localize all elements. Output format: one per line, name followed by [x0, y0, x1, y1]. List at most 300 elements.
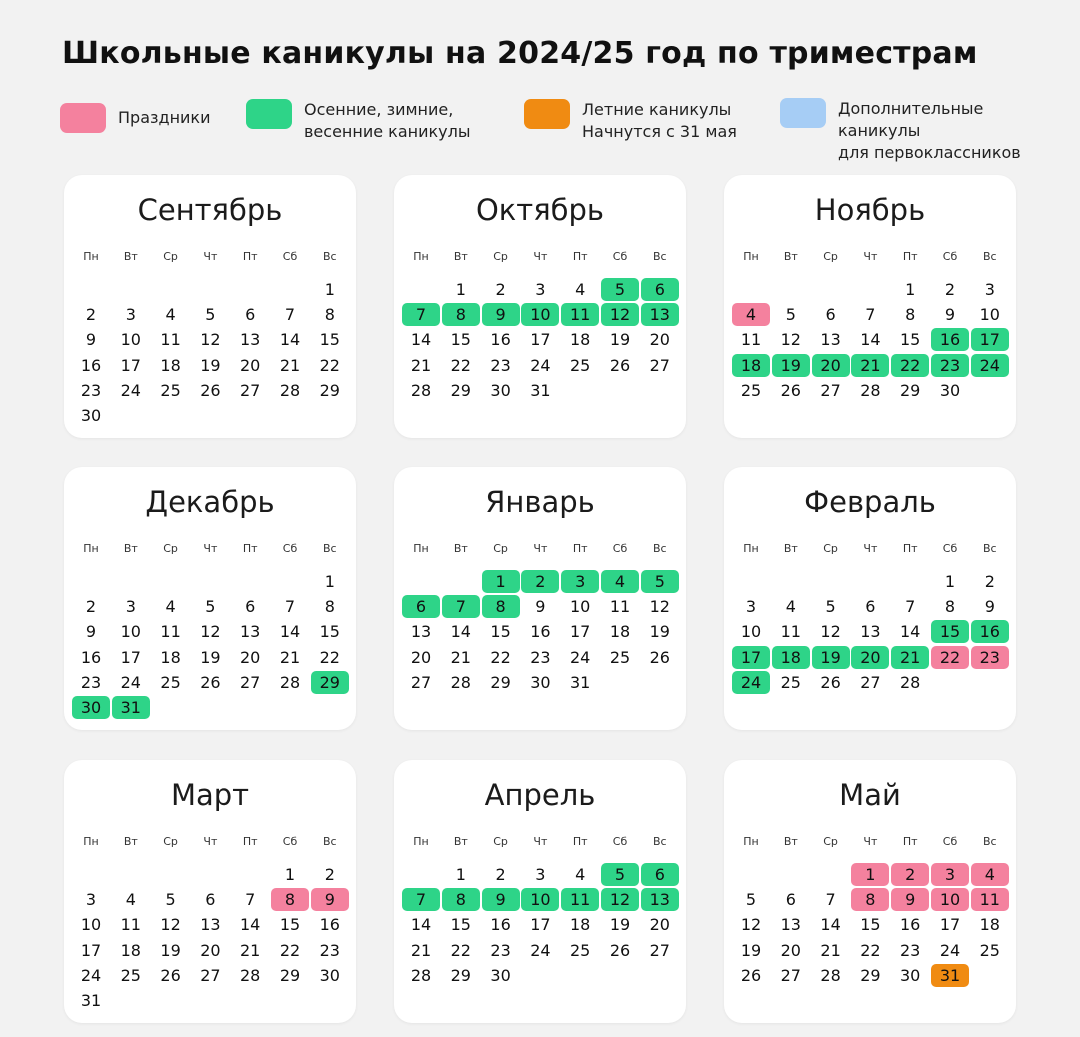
calendar-day: 12: [649, 597, 670, 617]
calendar-day: 2: [495, 865, 506, 884]
weekday-label: Пн: [83, 542, 99, 555]
calendar-day: 2: [521, 570, 559, 593]
calendar-day: 8: [482, 595, 520, 618]
calendar-day: 14: [279, 330, 301, 350]
calendar-day: 26: [609, 355, 631, 375]
calendar-day: 19: [200, 647, 221, 667]
calendar-day: 17: [120, 355, 141, 375]
calendar-day: 15: [450, 330, 471, 350]
calendar-day: 24: [120, 672, 141, 692]
calendar-day: 20: [812, 354, 850, 377]
weekday-label: Сб: [612, 835, 628, 848]
month-card: [64, 175, 356, 438]
calendar-day: 10: [570, 597, 591, 617]
weekday-label: Чт: [203, 542, 218, 555]
calendar-day: 19: [609, 915, 631, 935]
calendar-day: 28: [410, 380, 432, 400]
calendar-day: 4: [165, 597, 176, 617]
month-card: [394, 175, 686, 438]
legend-label-line: для первоклассников: [838, 143, 1021, 162]
calendar-day: 6: [641, 863, 679, 886]
calendar-day: 28: [820, 965, 841, 985]
calendar-day: 1: [284, 865, 296, 884]
calendar-day: 26: [200, 380, 221, 400]
calendar-day: 16: [80, 647, 102, 667]
calendar-day: 7: [284, 597, 296, 617]
calendar-day: 25: [740, 380, 762, 400]
calendar-day: 24: [939, 940, 961, 960]
calendar-day: 20: [649, 330, 670, 350]
calendar-day: 13: [240, 330, 261, 350]
weekday-label: Ср: [163, 542, 178, 555]
calendar-day: 18: [120, 940, 141, 960]
calendar-day: 25: [160, 672, 181, 692]
calendar-day: 7: [284, 305, 296, 325]
calendar-day: 28: [900, 672, 921, 692]
calendar-day: 18: [160, 647, 181, 667]
calendar-day: 9: [984, 597, 995, 617]
weekday-label: Вс: [652, 542, 667, 555]
calendar-day: 28: [410, 965, 432, 985]
calendar-day: 21: [279, 647, 301, 667]
calendar-day: 25: [160, 380, 181, 400]
calendar-day: 26: [649, 647, 670, 667]
calendar-day: 8: [944, 597, 956, 617]
calendar-day: 18: [570, 330, 591, 350]
weekday-label: Чт: [863, 542, 878, 555]
weekday-label: Чт: [533, 250, 548, 263]
calendar-day: 5: [825, 597, 836, 617]
calendar-day: 2: [891, 863, 929, 886]
calendar-day: 5: [205, 305, 216, 325]
calendar-day: 10: [931, 888, 969, 911]
calendar-day: 6: [205, 890, 216, 910]
calendar-day: 29: [319, 380, 340, 400]
calendar-day: 14: [450, 622, 471, 642]
month-card: [724, 760, 1016, 1023]
month-card: [724, 175, 1016, 438]
calendar-day: 14: [860, 330, 881, 350]
legend-holidays: [60, 103, 210, 133]
legend-swatch: [60, 103, 106, 133]
calendar-day: 4: [575, 280, 586, 299]
calendar-day: 7: [402, 888, 440, 911]
calendar-day: 11: [740, 330, 762, 350]
weekday-label: Вс: [322, 835, 337, 848]
calendar-day: 13: [641, 888, 679, 911]
month-name: Апрель: [484, 778, 596, 812]
calendar-day: 8: [442, 888, 480, 911]
calendar-day: 16: [900, 915, 921, 935]
calendar-day: 9: [85, 330, 97, 350]
calendar-day: 15: [450, 915, 471, 935]
calendar-day: 27: [860, 672, 881, 692]
weekday-label: Вт: [783, 542, 798, 555]
calendar-day: 4: [165, 305, 176, 325]
calendar-day: 29: [450, 380, 471, 400]
weekday-label: Пт: [902, 835, 918, 848]
weekday-label: Вс: [322, 250, 337, 263]
calendar-day: 15: [319, 622, 340, 642]
calendar-day: 5: [785, 305, 796, 325]
calendar-day: 17: [939, 915, 961, 935]
calendar-day: 4: [575, 865, 586, 884]
calendar-day: 22: [319, 647, 340, 667]
calendar-day: 1: [455, 865, 466, 884]
weekday-label: Чт: [863, 250, 878, 263]
calendar-day: 9: [535, 597, 546, 617]
calendar-day: 24: [570, 647, 591, 667]
calendar-day: 29: [490, 672, 511, 692]
weekday-label: Вт: [123, 542, 138, 555]
weekday-label: Пт: [902, 250, 918, 263]
calendar-day: 16: [971, 620, 1009, 643]
calendar-day: 30: [490, 380, 511, 400]
calendar-day: 2: [495, 280, 506, 299]
calendar-day: 28: [240, 965, 261, 985]
weekday-label: Вт: [453, 250, 468, 263]
calendar-day: 26: [820, 672, 841, 692]
legend-label-line: Осенние, зимние,: [304, 100, 454, 119]
weekday-label: Пн: [743, 835, 759, 848]
calendar-day: 15: [490, 622, 511, 642]
calendar-day: 5: [745, 890, 757, 910]
calendar-day: 7: [402, 303, 440, 326]
month-name: Октябрь: [475, 193, 605, 227]
calendar-day: 21: [851, 354, 889, 377]
calendar-day: 30: [490, 965, 511, 985]
calendar-day: 20: [240, 647, 261, 667]
calendar-day: 23: [900, 940, 921, 960]
calendar-day: 22: [450, 355, 471, 375]
calendar-day: 23: [490, 940, 511, 960]
weekday-label: Вт: [453, 542, 468, 555]
calendar-day: 3: [561, 570, 599, 593]
weekday-label: Пт: [572, 250, 588, 263]
calendar-day: 27: [649, 940, 670, 960]
calendar-day: 5: [601, 863, 639, 886]
calendar-day: 30: [72, 696, 110, 719]
calendar-day: 12: [601, 303, 639, 326]
calendar-day: 31: [80, 991, 102, 1010]
calendar-day: 4: [785, 597, 796, 617]
calendar-day: 26: [609, 940, 631, 960]
weekday-label: Ср: [823, 250, 838, 263]
calendar-day: 15: [900, 330, 921, 350]
calendar-day: 25: [570, 355, 591, 375]
calendar-day: 11: [120, 915, 141, 935]
calendar-day: 10: [979, 305, 1000, 325]
calendar-day: 12: [820, 622, 841, 642]
weekday-label: Вт: [783, 835, 798, 848]
calendar-day: 26: [160, 965, 181, 985]
calendar-day: 25: [979, 940, 1000, 960]
calendar-day: 25: [780, 672, 801, 692]
weekday-label: Сб: [282, 835, 298, 848]
calendar-day: 10: [80, 915, 102, 935]
month-card: [64, 760, 356, 1023]
calendar-day: 20: [851, 646, 889, 669]
weekday-label: Ср: [493, 835, 508, 848]
calendar-day: 10: [740, 622, 762, 642]
calendar-day: 9: [944, 305, 956, 325]
legend-label: [118, 107, 210, 129]
month-name: Май: [839, 778, 901, 812]
calendar-day: 4: [601, 570, 639, 593]
calendar-day: 20: [240, 355, 261, 375]
calendar-day: 24: [530, 355, 551, 375]
calendar-day: 15: [860, 915, 881, 935]
weekday-label: Чт: [863, 835, 878, 848]
calendar-day: 12: [780, 330, 801, 350]
weekday-label: Чт: [203, 250, 218, 263]
calendar-day: 11: [160, 330, 181, 350]
calendar-day: 30: [319, 965, 340, 985]
calendar-day: 27: [240, 672, 261, 692]
calendar-day: 6: [641, 278, 679, 301]
month-name: Декабрь: [145, 485, 275, 519]
calendar-day: 24: [971, 354, 1009, 377]
calendar-day: 23: [530, 647, 551, 667]
calendar-day: 4: [971, 863, 1009, 886]
calendar-day: 17: [570, 622, 591, 642]
calendar-day: 18: [570, 915, 591, 935]
month-card: [394, 467, 686, 730]
calendar-day: 11: [971, 888, 1009, 911]
calendar-day: 23: [971, 646, 1009, 669]
calendar-day: 2: [324, 865, 335, 884]
calendar-day: 19: [609, 330, 631, 350]
legend-label: [582, 99, 737, 143]
weekday-label: Сб: [942, 250, 958, 263]
calendar-day: 26: [780, 380, 801, 400]
legend-label-line: Летние каникулы: [582, 100, 732, 119]
calendar-day: 21: [410, 940, 432, 960]
calendar-day: 17: [530, 915, 551, 935]
calendar-day: 13: [240, 622, 261, 642]
calendar-day: 13: [410, 622, 432, 642]
calendar-day: 22: [319, 355, 340, 375]
calendar-day: 13: [860, 622, 881, 642]
calendar-day: 29: [900, 380, 921, 400]
calendar-day: 16: [319, 915, 340, 935]
calendar-day: 17: [120, 647, 141, 667]
calendar-day: 24: [120, 380, 141, 400]
calendar-day: 3: [535, 865, 546, 884]
weekday-label: Пн: [413, 250, 429, 263]
calendar-day: 7: [442, 595, 480, 618]
calendar-day: 11: [780, 622, 801, 642]
calendar-day: 16: [490, 330, 511, 350]
calendar-day: 29: [450, 965, 471, 985]
calendar-day: 9: [85, 622, 97, 642]
calendar-day: 1: [324, 572, 335, 591]
month-name: Январь: [485, 485, 595, 519]
calendar-day: 8: [851, 888, 889, 911]
calendar-day: 17: [971, 328, 1009, 351]
legend-label-line: Дополнительные: [838, 99, 984, 118]
calendar-day: 1: [905, 280, 916, 299]
calendar-day: 27: [820, 380, 841, 400]
calendar-day: 7: [245, 890, 256, 910]
calendar-day: 3: [535, 280, 546, 299]
weekday-label: Сб: [612, 250, 628, 263]
calendar-day: 12: [740, 915, 762, 935]
calendar-day: 19: [649, 622, 670, 642]
calendar-day: 10: [521, 303, 559, 326]
calendar-day: 4: [125, 890, 136, 910]
calendar-day: 31: [112, 696, 150, 719]
legend-summer: [524, 99, 737, 143]
calendar-day: 6: [245, 305, 256, 325]
calendar-day: 8: [271, 888, 309, 911]
calendar-day: 13: [780, 915, 801, 935]
calendar-day: 17: [80, 940, 102, 960]
calendar-day: 6: [785, 890, 796, 910]
calendar-day: 14: [900, 622, 921, 642]
calendar-day: 22: [279, 940, 301, 960]
weekday-label: Ср: [493, 542, 508, 555]
calendar-day: 24: [732, 671, 770, 694]
weekday-label: Пт: [572, 542, 588, 555]
calendar-day: 15: [319, 330, 340, 350]
calendar-day: 8: [324, 305, 335, 325]
legend-swatch: [524, 99, 570, 129]
weekday-label: Вт: [123, 835, 138, 848]
weekday-label: Пт: [242, 835, 258, 848]
weekday-label: Вс: [982, 250, 997, 263]
calendar-day: 12: [601, 888, 639, 911]
calendar-day: 2: [944, 280, 956, 299]
calendar-day: 24: [530, 940, 551, 960]
calendar-day: 17: [732, 646, 770, 669]
calendar-day: 18: [979, 915, 1000, 935]
weekday-label: Пн: [413, 542, 429, 555]
calendar-day: 25: [570, 940, 591, 960]
calendar-day: 11: [609, 597, 631, 617]
calendar-day: 14: [279, 622, 301, 642]
calendar-day: 22: [931, 646, 969, 669]
calendar-day: 6: [402, 595, 440, 618]
calendar-day: 6: [245, 597, 256, 617]
calendar-day: 10: [120, 622, 141, 642]
calendar-day: 12: [200, 622, 221, 642]
calendar-day: 18: [160, 355, 181, 375]
calendar-day: 19: [740, 940, 762, 960]
calendar-day: 19: [200, 355, 221, 375]
calendar-day: 14: [410, 330, 432, 350]
calendar-day: 1: [944, 572, 956, 591]
weekday-label: Вс: [652, 835, 667, 848]
calendar-day: 3: [745, 597, 757, 617]
calendar-day: 10: [521, 888, 559, 911]
calendar-day: 4: [732, 303, 770, 326]
weekday-label: Ср: [493, 250, 508, 263]
calendar-day: 8: [905, 305, 916, 325]
calendar-day: 2: [984, 572, 995, 591]
weekday-label: Сб: [282, 542, 298, 555]
calendar-day: 12: [200, 330, 221, 350]
calendar-day: 29: [311, 671, 349, 694]
calendar-day: 13: [641, 303, 679, 326]
weekday-label: Пн: [83, 250, 99, 263]
calendar-day: 21: [820, 940, 841, 960]
calendar-day: 14: [240, 915, 261, 935]
calendar-day: 29: [860, 965, 881, 985]
month-card: [394, 760, 686, 1023]
calendar-day: 21: [450, 647, 471, 667]
calendar-day: 20: [649, 915, 670, 935]
calendar-day: 26: [740, 965, 762, 985]
calendar-day: 15: [931, 620, 969, 643]
weekday-label: Пт: [902, 542, 918, 555]
weekday-label: Ср: [163, 250, 178, 263]
calendar-day: 1: [455, 280, 466, 299]
weekday-label: Сб: [282, 250, 298, 263]
calendar-day: 21: [240, 940, 261, 960]
weekday-label: Вт: [123, 250, 138, 263]
weekday-label: Вт: [783, 250, 798, 263]
calendar-day: 15: [279, 915, 301, 935]
weekday-label: Сб: [612, 542, 628, 555]
calendar-day: 27: [649, 355, 670, 375]
calendar-day: 18: [732, 354, 770, 377]
weekday-label: Пн: [413, 835, 429, 848]
calendar-day: 11: [561, 303, 599, 326]
calendar-day: 19: [160, 940, 181, 960]
legend-label-line: Начнутся с 31 мая: [582, 122, 737, 141]
legend-first-grade: [780, 98, 1021, 164]
calendar-day: 23: [80, 672, 102, 692]
calendar-day: 3: [125, 305, 136, 325]
legend-label-line: весенние каникулы: [304, 122, 471, 141]
page-title: Школьные каникулы на 2024/25 год по триместрам: [62, 36, 978, 71]
calendar-day: 28: [279, 672, 301, 692]
calendar-day: 23: [490, 355, 511, 375]
calendar-day: 9: [482, 888, 520, 911]
calendar-day: 14: [410, 915, 432, 935]
calendar-day: 7: [905, 597, 916, 617]
weekday-label: Вс: [982, 542, 997, 555]
calendar-day: 25: [120, 965, 141, 985]
calendar-day: 6: [865, 597, 876, 617]
calendar-day: 20: [200, 940, 221, 960]
weekday-label: Пн: [83, 835, 99, 848]
weekday-label: Вс: [322, 542, 337, 555]
month-card: [724, 467, 1016, 730]
calendar-day: 9: [482, 303, 520, 326]
legend-swatch: [246, 99, 292, 129]
calendar-day: 22: [450, 940, 471, 960]
calendar-day: 1: [851, 863, 889, 886]
calendar-day: 23: [80, 380, 102, 400]
calendar-day: 19: [812, 646, 850, 669]
month-name: Февраль: [804, 485, 936, 519]
weekday-label: Пн: [743, 250, 759, 263]
calendar-day: 20: [780, 940, 801, 960]
month-name: Сентябрь: [137, 193, 283, 227]
calendar-day: 21: [410, 355, 432, 375]
weekday-label: Ср: [823, 542, 838, 555]
calendar-day: 8: [442, 303, 480, 326]
weekday-label: Пт: [572, 835, 588, 848]
weekday-label: Сб: [942, 835, 958, 848]
calendar-day: 3: [85, 890, 97, 910]
calendar-day: 31: [570, 672, 591, 692]
calendar-day: 30: [530, 672, 551, 692]
month-name: Март: [170, 778, 250, 812]
calendar-day: 30: [80, 406, 102, 425]
